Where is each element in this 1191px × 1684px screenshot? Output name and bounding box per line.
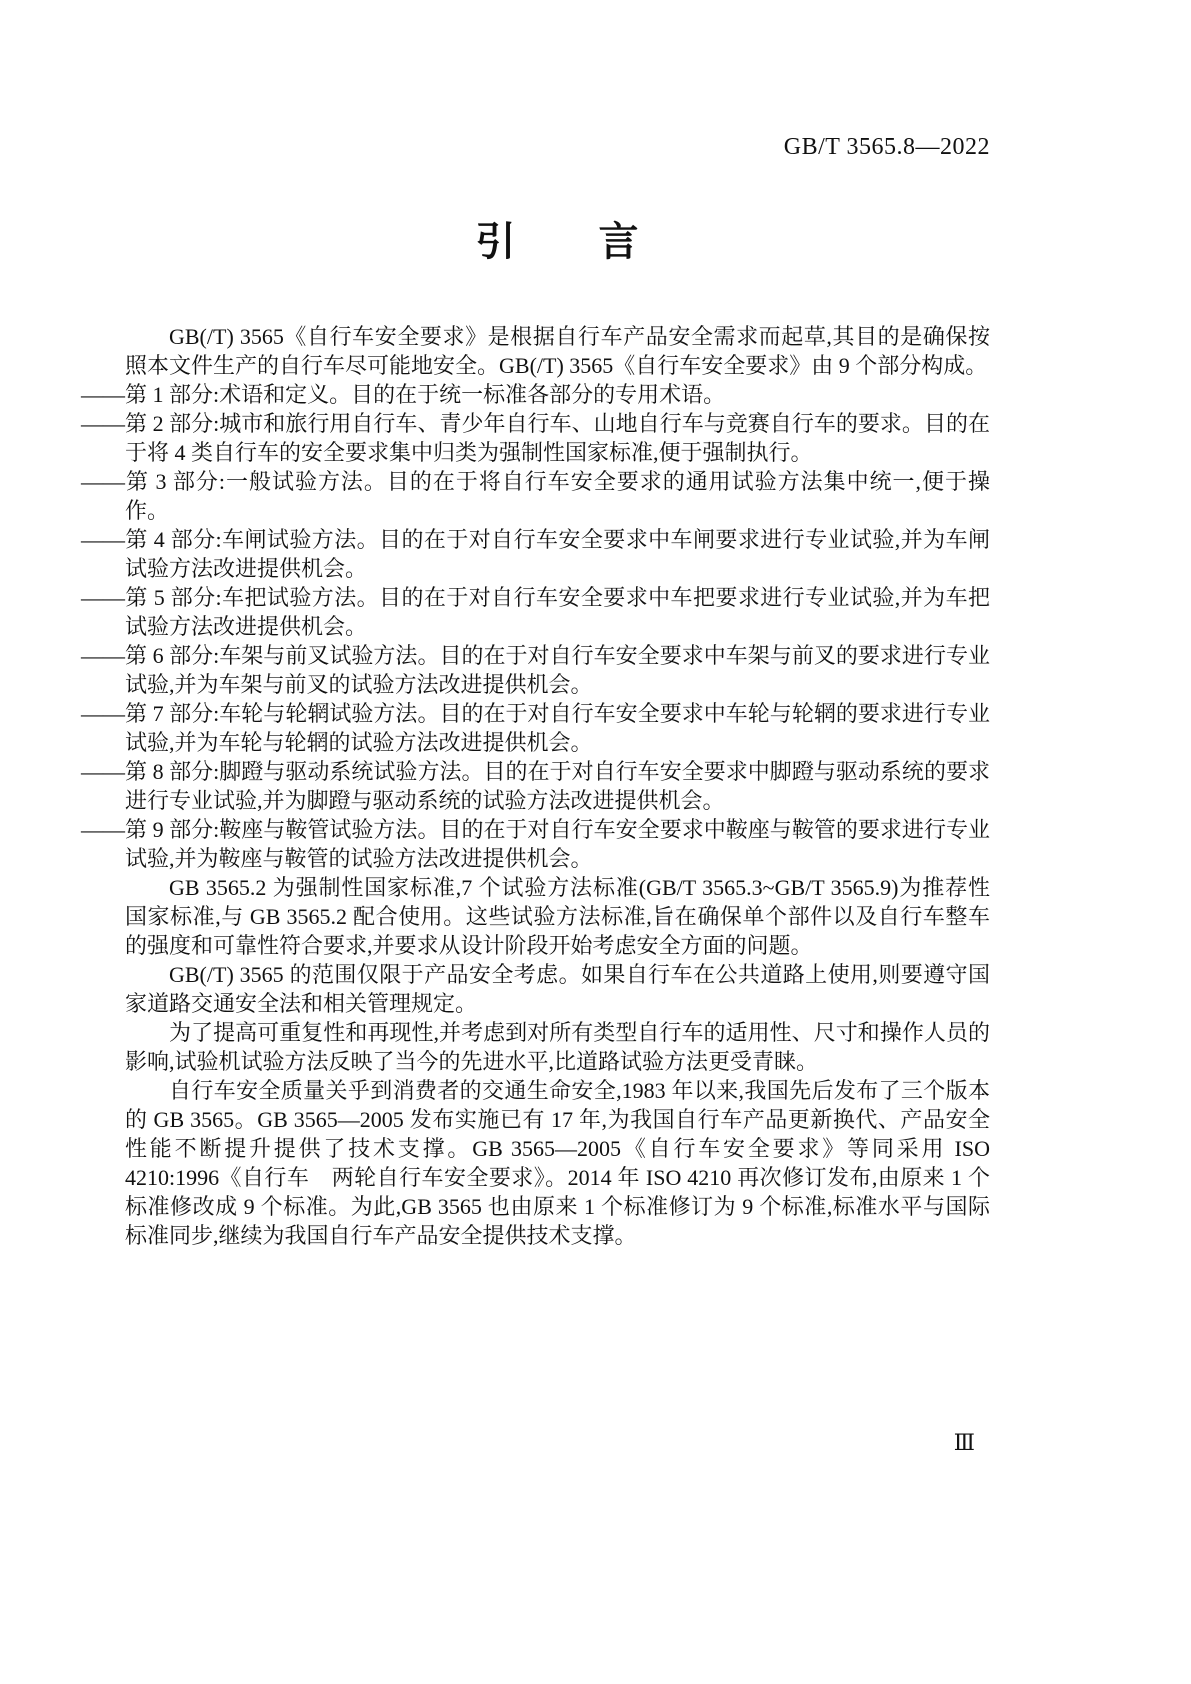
page-title: 引 言 [475,219,640,264]
document-body [81,322,990,1250]
list-item-part-9: ——第 9 部分:鞍座与鞍管试验方法。目的在于对自行车安全要求中鞍座与鞍管的要求进行专业试验,并为鞍座与鞍管的试验方法改进提供机会。 [81,817,990,871]
list-item-part-8: ——第 8 部分:脚蹬与驱动系统试验方法。目的在于对自行车安全要求中脚蹬与驱动系统的要求进行专业试验,并为脚蹬与驱动系统的试验方法改进提供机会。 [81,759,990,813]
list-item-part-6: ——第 6 部分:车架与前叉试验方法。目的在于对自行车安全要求中车架与前叉的要求进行专业试验,并为车架与前叉的试验方法改进提供机会。 [81,643,990,697]
page-number: Ⅲ [953,1430,975,1455]
list-item-part-4: ——第 4 部分:车闸试验方法。目的在于对自行车安全要求中车闸要求进行专业试验,并为车闸试验方法改进提供机会。 [81,527,990,581]
paragraph-scope: GB(/T) 3565 的范围仅限于产品安全考虑。如果自行车在公共道路上使用,则要遵守国家道路交通安全法和相关管理规定。 [125,962,990,1016]
paragraph-repeatability: 为了提高可重复性和再现性,并考虑到对所有类型自行车的适用性、尺寸和操作人员的影响,试验机试验方法反映了当今的先进水平,比道路试验方法更受青睐。 [125,1020,990,1074]
list-item-part-3: ——第 3 部分:一般试验方法。目的在于将自行车安全要求的通用试验方法集中统一,便于操作。 [81,469,990,523]
paragraph-history: 自行车安全质量关乎到消费者的交通生命安全,1983 年以来,我国先后发布了三个版本的 GB 3565。GB 3565—2005 发布实施已有 17 年,为我国自行车产品更新换代、产品安全性能不断提升提供了技术支撑。GB 3565—2005《自行车安全要求》等同采用 ISO 4210:1996《自行车 两轮自行车安全要求》。2014 年 ISO 4210 再次修订发布,由原来 1 个标准修改成 9 个标准。为此,GB 3565 也由原来 1 个标准修订为 9 个标准,标准水平与国际标准同步,继续为我国自行车产品安全提供技术支撑。 [125,1078,990,1248]
paragraph-standards: GB 3565.2 为强制性国家标准,7 个试验方法标准(GB/T 3565.3~GB/T 3565.9)为推荐性国家标准,与 GB 3565.2 配合使用。这些试验方法标准,旨在确保单个部件以及自行车整车的强度和可靠性符合要求,并要求从设计阶段开始考虑安全方面的问题。 [125,875,990,958]
paragraph-intro: GB(/T) 3565《自行车安全要求》是根据自行车产品安全需求而起草,其目的是确保按照本文件生产的自行车尽可能地安全。GB(/T) 3565《自行车安全要求》由 9 个部分构成。 [125,324,990,378]
list-item-part-2: ——第 2 部分:城市和旅行用自行车、青少年自行车、山地自行车与竞赛自行车的要求。目的在于将 4 类自行车的安全要求集中归类为强制性国家标准,便于强制执行。 [81,411,990,465]
list-item-part-1: ——第 1 部分:术语和定义。目的在于统一标准各部分的专用术语。 [81,382,726,407]
list-item-part-5: ——第 5 部分:车把试验方法。目的在于对自行车安全要求中车把要求进行专业试验,并为车把试验方法改进提供机会。 [81,585,990,639]
doc-number: GB/T 3565.8—2022 [783,134,990,160]
list-item-part-7: ——第 7 部分:车轮与轮辋试验方法。目的在于对自行车安全要求中车轮与轮辋的要求进行专业试验,并为车轮与轮辋的试验方法改进提供机会。 [81,701,990,755]
